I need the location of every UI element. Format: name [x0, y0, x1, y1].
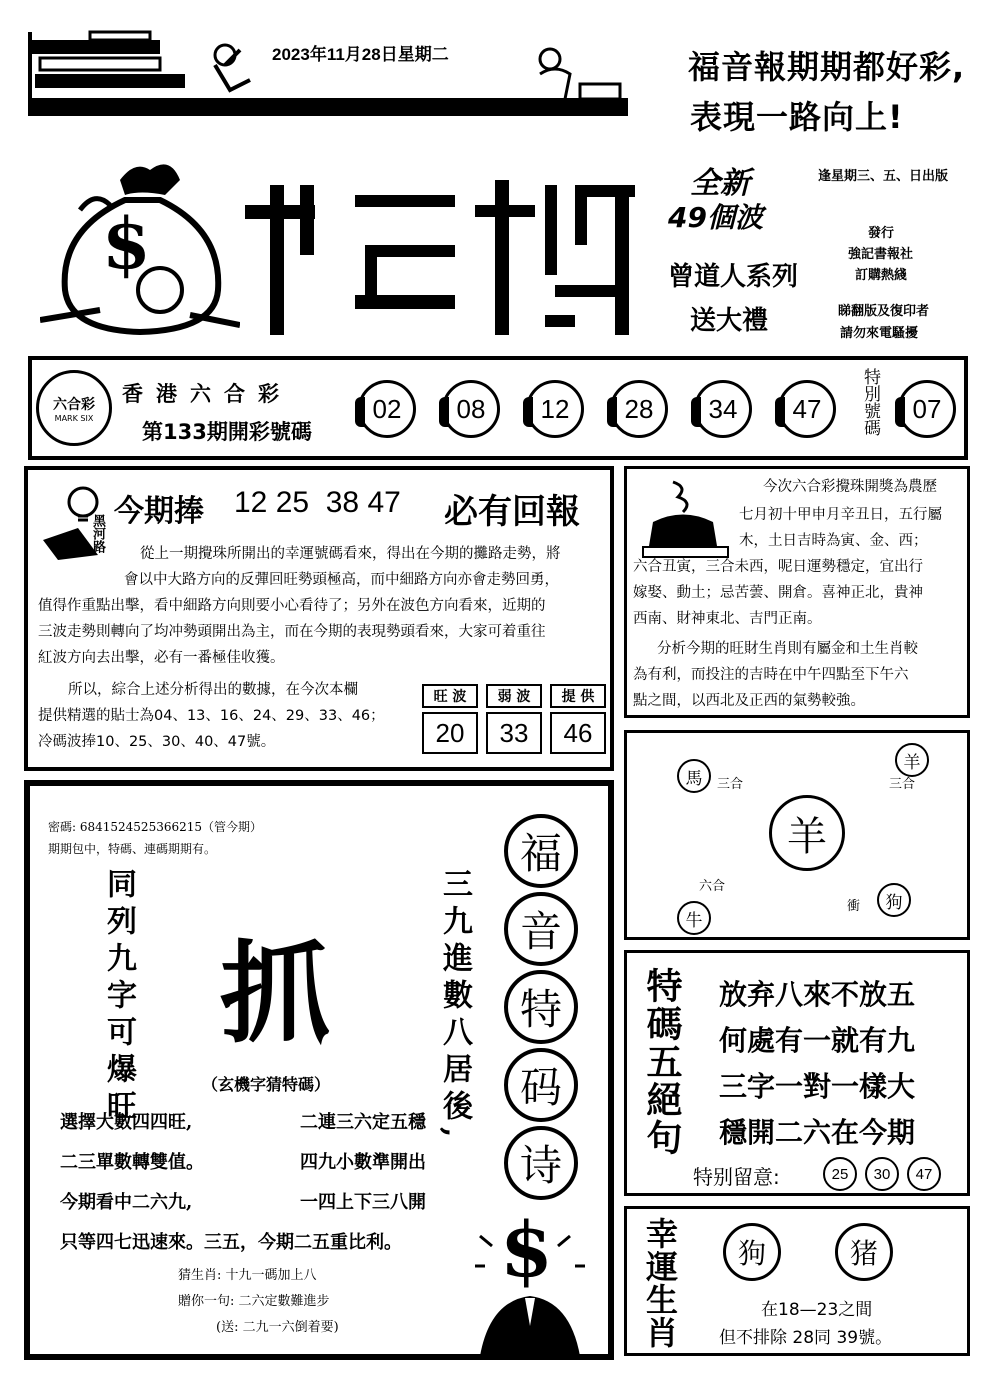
hotline: 訂購熱綫 [855, 268, 908, 283]
stat-box-1 [422, 684, 478, 754]
quatrain-line-3: 三字一對一樣大 [719, 1070, 916, 1103]
verse-2-left: 二三單數轉雙值。 [60, 1152, 204, 1173]
title-char-3: 特 [504, 970, 578, 1044]
almanac-line-5: 嫁娶、動土；忌苦蕓、開倉。喜神正北，貴神 [633, 585, 923, 601]
mark-six-logo [36, 370, 112, 446]
analysis-line-6: 所以，綜合上述分析得出的數據，在今次本欄 [68, 682, 358, 698]
verse-3-right: 一四上下三八開 [300, 1192, 426, 1213]
almanac-line-9: 點之間，以西北及正西的氣勢較強。 [633, 693, 865, 709]
verse-4: 只等四七迅速來。三五，今期二五重比利。 [60, 1232, 402, 1253]
analysis-line-7: 提供精選的貼士為04、13、16、24、29、33、46； [38, 708, 385, 724]
publisher-name: 強記書報社 [848, 247, 914, 262]
series-label: 曾道人系列 [668, 262, 799, 292]
stat-value-2: 33 [486, 712, 542, 754]
winning-number-2: 08 [442, 380, 500, 438]
analysis-line-2: 會以中大路方向的反彈回旺勢頭極高，而中細路方向亦會走勢回勇， [124, 572, 559, 588]
quatrain-title: 特碼五絕句 [641, 967, 683, 1157]
fortune-figure-icon [633, 477, 733, 559]
analysis-line-1: 從上一期攪珠所開出的幸運號碼看來，得出在今期的攤路走勢，將 [140, 546, 561, 562]
left-vertical-verse: 同列九字可爆旺 [101, 868, 136, 1127]
lucky-exclude: 但不排除 28同 39號。 [719, 1328, 893, 1348]
lucky-zodiac-title: 幸運生肖 [641, 1217, 679, 1349]
books-illustration [30, 30, 260, 100]
winning-number-4: 28 [610, 380, 668, 438]
copy-warning-1: 睇翻版及復印者 [838, 304, 930, 319]
almanac-line-3: 木，土日吉時為寅、金、西； [739, 533, 928, 549]
password-line: 密碼: 6841524525366215（管今期） [48, 820, 263, 834]
winning-number-6: 47 [778, 380, 836, 438]
copy-warning-2: 請勿來電騷擾 [840, 326, 919, 341]
masthead-logo [245, 165, 665, 345]
analysis-line-8: 冷碼波捧10、25、30、40、47號。 [38, 734, 276, 750]
riddle-hint: （玄機字猜特碼） [202, 1075, 331, 1094]
reader-illustration [520, 44, 630, 104]
draw-period: 第133期開彩號碼 [142, 420, 312, 444]
special-note-number-3: 47 [907, 1157, 941, 1191]
zodiac-horse: 馬 [677, 759, 711, 793]
chong-label: 衝 [847, 899, 861, 914]
draw-results-panel [28, 356, 968, 460]
stat-label-3: 提 供 [550, 684, 606, 708]
analysis-line-5: 紅波方向去出擊，必有一番極佳收獲。 [38, 650, 285, 666]
verse-2-right: 四九小數準開出 [300, 1152, 426, 1173]
almanac-line-2: 七月初十甲申月辛丑日，五行屬 [739, 507, 942, 523]
mark-six-logo-text: 六合彩 [53, 396, 95, 413]
almanac-line-6: 西南、財神東北、吉門正南。 [633, 611, 822, 627]
poem-panel [24, 780, 614, 1360]
mark-six-logo-sub: MARK SIX [54, 413, 94, 423]
svg-text:$: $ [500, 1206, 553, 1294]
money-bag-icon [40, 150, 240, 340]
title-char-1: 福 [504, 814, 578, 888]
quatrain-line-2: 何處有一就有九 [719, 1024, 916, 1057]
publish-schedule: 逢星期三、五、日出版 [818, 169, 949, 184]
stat-box-3 [550, 684, 606, 754]
analysis-line-4: 三波走勢則轉向了均冲勢頭開出為主，而在今期的表現勢頭看來，大家可着重往 [38, 624, 546, 640]
title-char-4: 码 [504, 1048, 578, 1122]
waves-label: 49個波 [668, 201, 763, 234]
lucky-animal-2: 猪 [835, 1223, 893, 1281]
lucky-animal-1: 狗 [723, 1223, 781, 1281]
draw-title: 香港六合彩 [122, 382, 292, 406]
almanac-line-4: 六合丑寅，三合未西，呢日運勢穩定，宜出行 [633, 559, 923, 575]
stat-label-1: 旺 波 [422, 684, 478, 708]
poem-subtitle: 期期包中，特碼、連碼期期有。 [48, 842, 217, 856]
svg-text:$: $ [102, 202, 151, 285]
gift-label: 送大禮 [690, 306, 769, 336]
analysis-icon-label: 黑河路 [90, 514, 105, 553]
liu-he-label: 六合 [699, 879, 726, 894]
almanac-line-8: 為有利，而投注的吉時在中午四點至下午六 [633, 667, 909, 683]
san-he-right: 三合 [889, 777, 916, 792]
gift-sentence: 贈你一句: 二六定數難進步 [178, 1294, 330, 1309]
lucky-range: 在18—23之間 [761, 1300, 873, 1320]
verse-1-left: 選擇大數四四旺, [60, 1112, 193, 1133]
publisher-label: 發行 [868, 226, 895, 241]
special-number: 07 [898, 380, 956, 438]
zodiac-goat-small: 羊 [895, 743, 929, 777]
verse-3-left: 今期看中二六九, [60, 1192, 193, 1213]
almanac-line-7: 分析今期的旺財生肖則有屬金和土生肖較 [657, 641, 918, 657]
lucky-zodiac-panel [624, 1206, 970, 1356]
send-line: (送: 二九一六倒着要) [216, 1320, 339, 1335]
san-he-left: 三合 [717, 777, 744, 792]
quatrain-line-4: 穩開二六在今期 [719, 1116, 916, 1149]
zodiac-dog: 狗 [877, 883, 911, 917]
guess-zodiac: 猜生肖: 十九一碼加上八 [178, 1268, 317, 1283]
zodiac-chart-panel [624, 730, 970, 940]
verse-1-right: 二連三六定五穩 [300, 1112, 426, 1133]
zodiac-ox: 牛 [677, 901, 711, 935]
zodiac-center: 羊 [769, 795, 845, 871]
dollar-man-icon [470, 1206, 590, 1356]
headline-numbers: 12 25 38 47 [234, 486, 401, 519]
right-vertical-verse: 三九進數八居後, [437, 868, 472, 1145]
special-note-number-2: 30 [865, 1157, 899, 1191]
stat-box-2 [486, 684, 542, 754]
special-number-label: 特別號碼 [860, 368, 880, 436]
special-note-number-1: 25 [823, 1157, 857, 1191]
slogan-line1: 福音報期期都好彩, [688, 48, 966, 86]
stat-value-1: 20 [422, 712, 478, 754]
analysis-panel [24, 466, 614, 771]
riddle-character: 抓 [220, 929, 330, 1058]
issue-date: 2023年11月28日星期二 [272, 45, 449, 64]
headline-suffix: 必有回報 [444, 492, 580, 532]
almanac-panel [624, 466, 970, 718]
title-char-5: 诗 [504, 1126, 578, 1200]
stat-label-2: 弱 波 [486, 684, 542, 708]
winning-number-5: 34 [694, 380, 752, 438]
almanac-line-1: 今次六合彩攪珠開獎為農歷 [763, 479, 937, 495]
winning-number-1: 02 [358, 380, 416, 438]
quatrain-line-1: 放弃八來不放五 [719, 978, 916, 1011]
title-char-2: 音 [504, 892, 578, 966]
slogan-line2: 表現一路向上! [690, 98, 904, 136]
headline-prefix: 今期捧 [114, 494, 204, 529]
analysis-line-3: 值得作重點出擊，看中細路方向則要小心看待了；另外在波色方向看來，近期的 [38, 598, 546, 614]
stat-value-3: 46 [550, 712, 606, 754]
new-label: 全新 [690, 166, 750, 201]
quatrain-panel [624, 950, 970, 1196]
special-note-label: 特别留意: [693, 1165, 780, 1189]
winning-number-3: 12 [526, 380, 584, 438]
